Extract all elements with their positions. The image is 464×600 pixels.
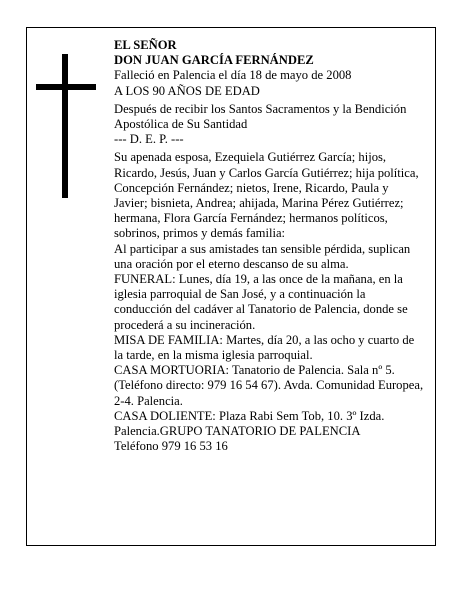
cross-horizontal-bar [36, 84, 96, 90]
death-info: Falleció en Palencia el día 18 de mayo de 2008 [114, 68, 352, 83]
title-line-1: EL SEÑOR [114, 38, 177, 52]
mourning-house-paragraph: CASA DOLIENTE: Plaza Rabi Sem Tob, 10. 3º Izda. Palencia.GRUPO TANATORIO DE PALENCIA [114, 408, 385, 439]
family-mass-paragraph: MISA DE FAMILIA: Martes, día 20, a las ocho y cuarto de la tarde, en la misma iglesia parroquial. [114, 332, 415, 363]
funeral-paragraph: FUNERAL: Lunes, día 19, a las once de la mañana, en la iglesia parroquial de San José, y a continuación la conducción del cadáver al Tanatorio de Palencia, donde se procederá a su incineración. [114, 272, 408, 332]
cross-vertical-bar [62, 54, 68, 198]
family-paragraph: Su apenada esposa, Ezequiela Gutiérrez García; hijos, Ricardo, Jesús, Juan y Carlos García Gutiérrez; hija política, Concepción Fernández; nietos, Irene, Ricardo, Paula y Javier; bisnieta, Andrea; ahijada, Marina Pérez Gutiérrez; hermana, Flora García Fernández; hermanos políticos, sobrinos, primos y demás familia: [114, 150, 419, 241]
age-line: A LOS 90 AÑOS DE EDAD [114, 83, 260, 98]
request-paragraph: Al participar a sus amistades tan sensible pérdida, suplican una oración por el eterno descanso de su alma. [114, 241, 411, 271]
mortuary-paragraph: CASA MORTUORIA: Tanatorio de Palencia. Sala nº 5. (Teléfono directo: 979 16 54 67). Avda. Comunidad Europea, 2-4. Palencia. [114, 363, 424, 408]
rip-line: --- D. E. P. --- [114, 132, 184, 147]
sacraments-paragraph: Después de recibir los Santos Sacramentos y la Bendición Apostólica de Su Santidad [114, 101, 407, 132]
deceased-name: DON JUAN GARCÍA FERNÁNDEZ [114, 53, 314, 68]
cross-icon [36, 54, 96, 198]
obituary-text [114, 38, 424, 454]
phone-line: Teléfono 979 16 53 16 [114, 439, 228, 454]
